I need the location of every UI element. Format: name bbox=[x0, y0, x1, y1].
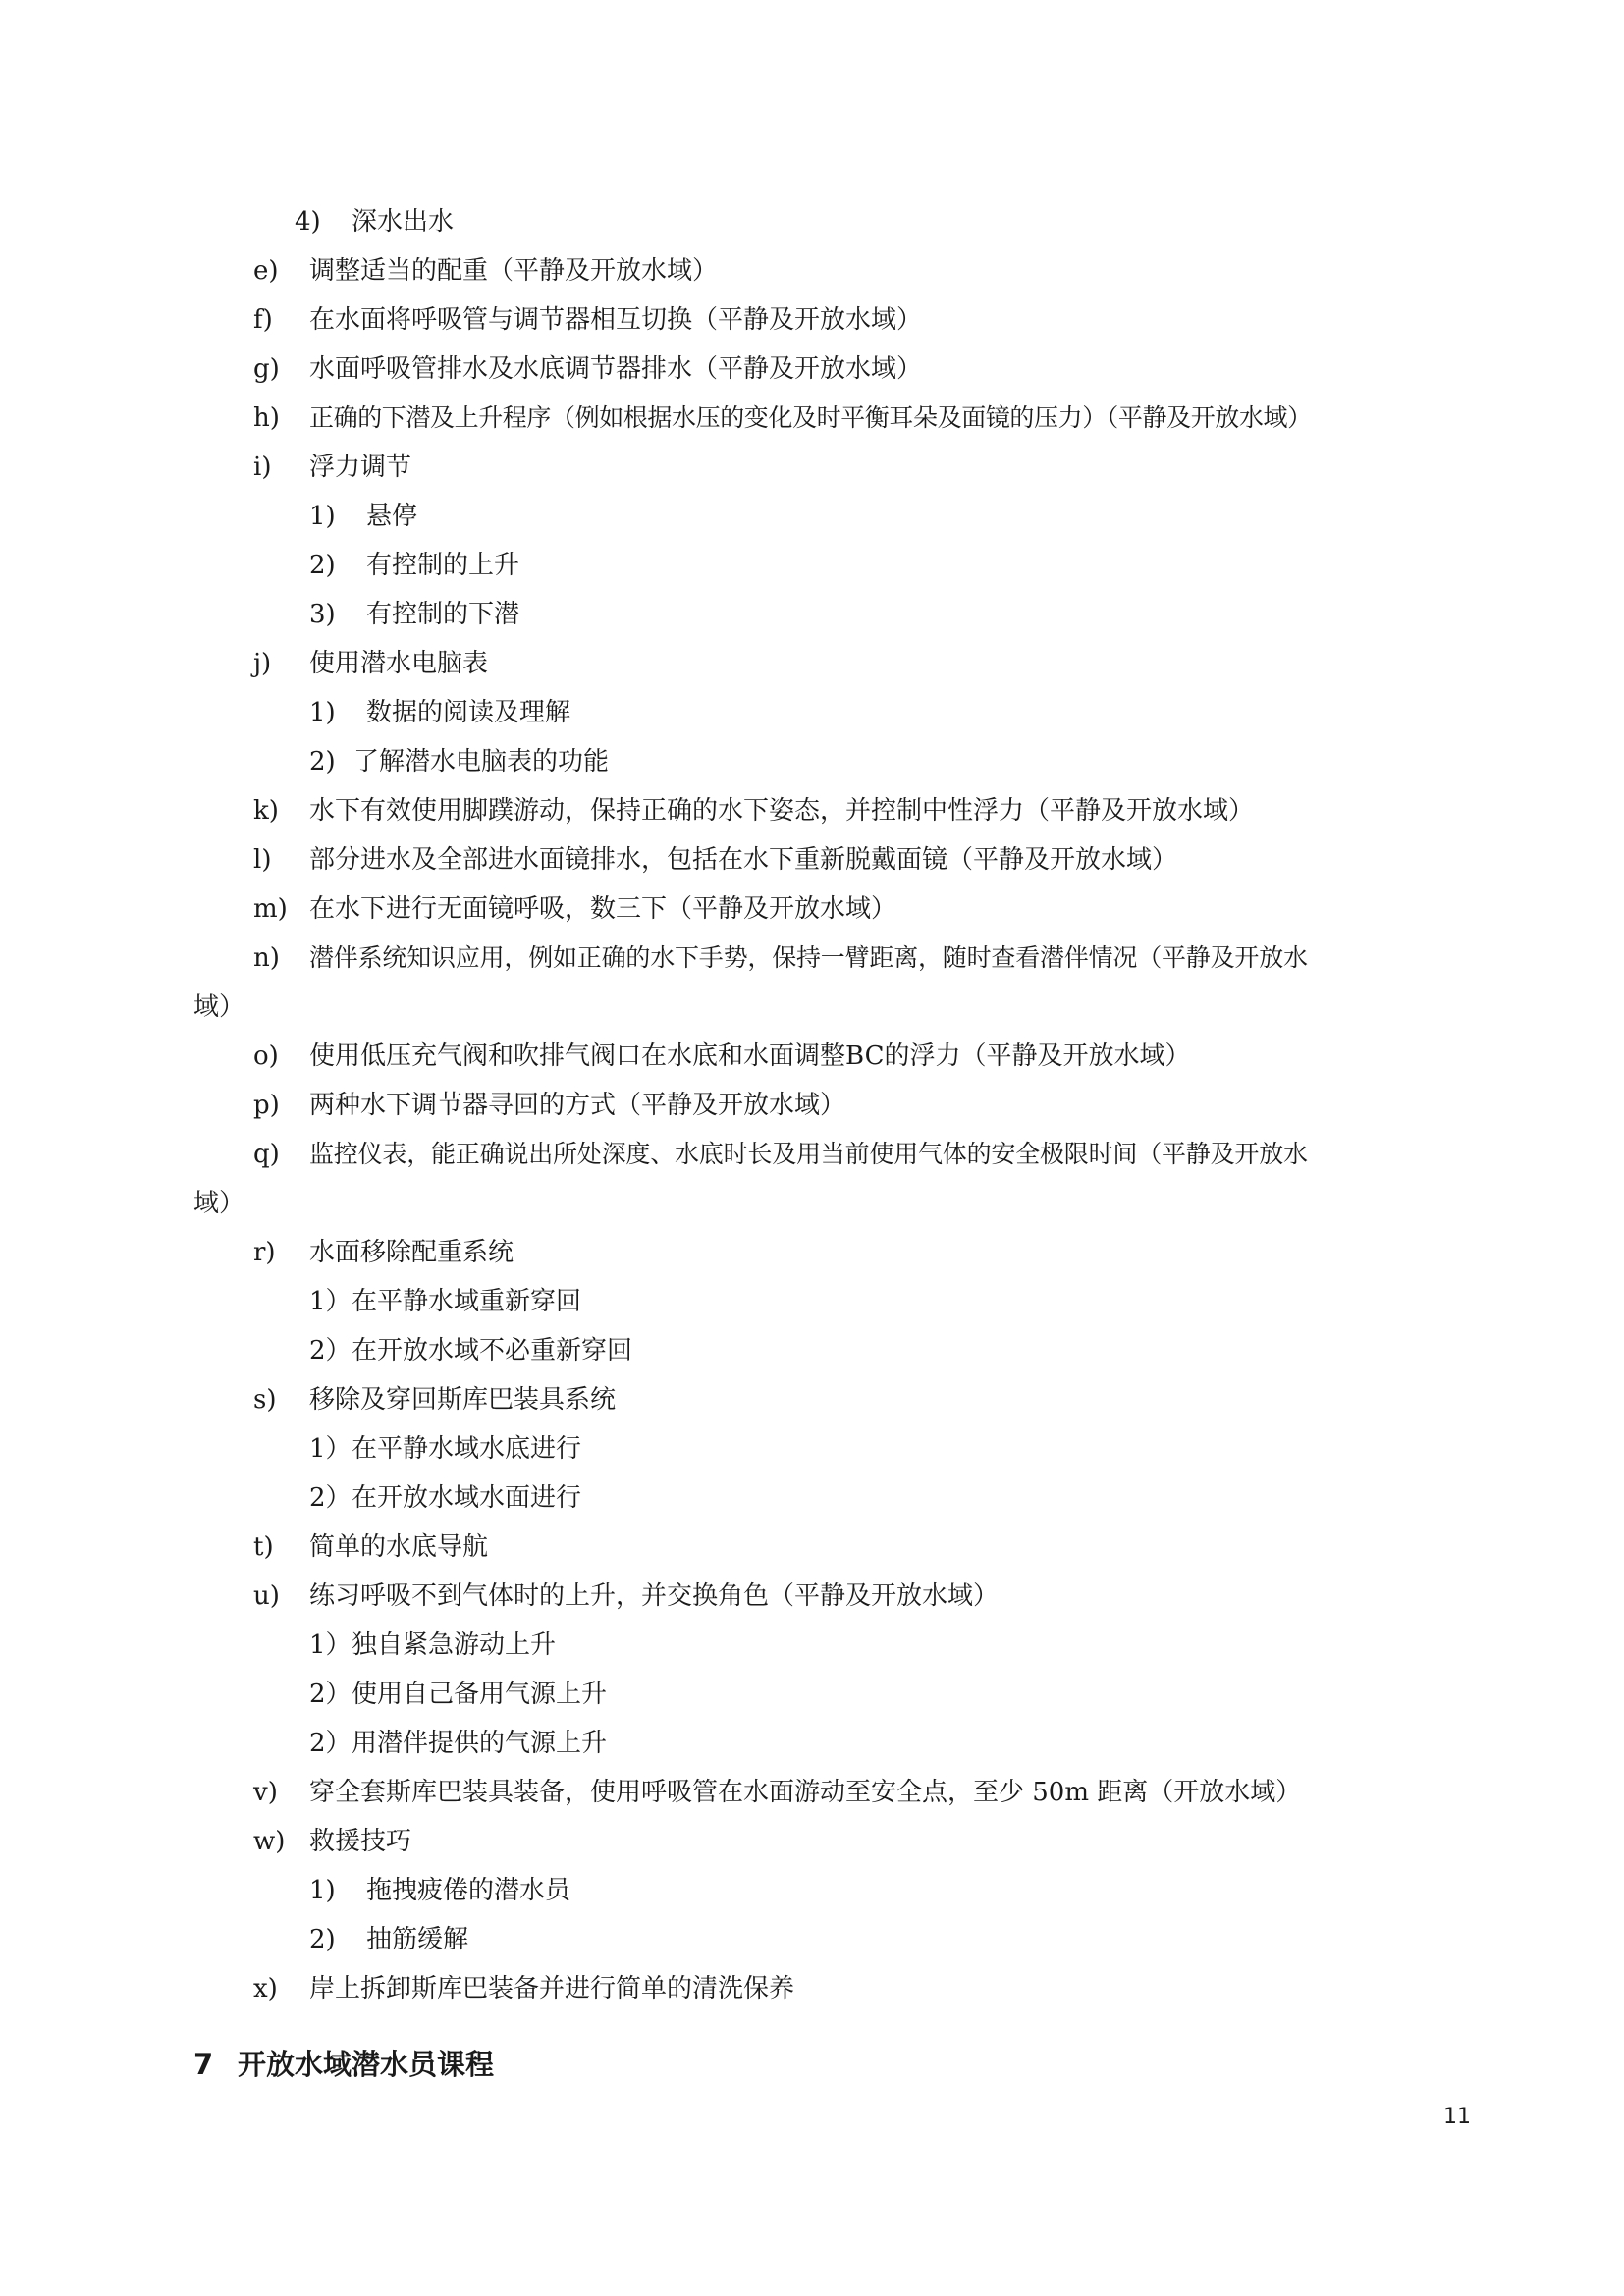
list-item bbox=[0, 1817, 1624, 1866]
list-item bbox=[0, 541, 1624, 590]
list-item bbox=[0, 1032, 1624, 1081]
list-label: 1） bbox=[309, 1630, 352, 1660]
list-text: 在平静水域水底进行 bbox=[352, 1434, 582, 1464]
list-item-continuation: 域） bbox=[193, 1189, 245, 1218]
list-item bbox=[0, 1375, 1624, 1424]
list-label: w) bbox=[253, 1827, 286, 1856]
list-text: 有控制的上升 bbox=[366, 551, 520, 580]
list-text: 使用自己备用气源上升 bbox=[352, 1680, 608, 1709]
list-label: 1) bbox=[309, 1876, 336, 1905]
list-label: j) bbox=[253, 649, 272, 678]
list-item bbox=[0, 1572, 1624, 1621]
list-item bbox=[0, 639, 1624, 688]
list-text: 监控仪表，能正确说出所处深度、水底时长及用当前使用气体的安全极限时间（平静及开放水 bbox=[309, 1140, 1308, 1168]
list-label: l) bbox=[253, 845, 272, 875]
section-number: 7 bbox=[193, 2048, 214, 2081]
list-item bbox=[0, 1228, 1624, 1277]
list-item bbox=[0, 492, 1624, 541]
list-item bbox=[0, 1081, 1624, 1130]
list-item bbox=[0, 197, 1624, 246]
list-text: 部分进水及全部进水面镜排水，包括在水下重新脱戴面镜（平静及开放水域） bbox=[309, 845, 1178, 875]
list-label: 2） bbox=[309, 1729, 352, 1758]
list-item bbox=[0, 1326, 1624, 1375]
list-label: 4) bbox=[295, 207, 321, 237]
list-label: n) bbox=[253, 943, 280, 973]
list-item bbox=[0, 884, 1624, 934]
list-item bbox=[0, 246, 1624, 295]
list-text: 深水出水 bbox=[352, 207, 455, 237]
list-label: f) bbox=[253, 305, 273, 335]
list-item bbox=[0, 1424, 1624, 1473]
list-text: 移除及穿回斯库巴装具系统 bbox=[309, 1385, 617, 1415]
list-label: i) bbox=[253, 453, 272, 482]
list-text: 在开放水域水面进行 bbox=[352, 1483, 582, 1513]
list-text: 在水面将呼吸管与调节器相互切换（平静及开放水域） bbox=[309, 305, 923, 335]
list-item bbox=[0, 1768, 1624, 1817]
list-item bbox=[0, 1964, 1624, 2013]
list-text: 独自紧急游动上升 bbox=[352, 1630, 557, 1660]
list-text: 岸上拆卸斯库巴装备并进行简单的清洗保养 bbox=[309, 1974, 795, 2003]
list-text: 潜伴系统知识应用，例如正确的水下手势，保持一臂距离，随时查看潜伴情况（平静及开放水 bbox=[309, 943, 1308, 972]
list-text: 抽筋缓解 bbox=[366, 1925, 469, 1954]
list-text: 在水下进行无面镜呼吸，数三下（平静及开放水域） bbox=[309, 894, 897, 924]
list-text: 穿全套斯库巴装具装备，使用呼吸管在水面游动至安全点，至少 50m 距离（开放水域） bbox=[309, 1778, 1302, 1807]
list-label: r) bbox=[253, 1238, 276, 1267]
list-label: 2) bbox=[309, 551, 336, 580]
list-item bbox=[0, 345, 1624, 394]
list-item bbox=[0, 1277, 1624, 1326]
list-text: 简单的水底导航 bbox=[309, 1532, 489, 1562]
list-text: 在平静水域重新穿回 bbox=[352, 1287, 582, 1316]
list-label: 2） bbox=[309, 1680, 352, 1709]
list-text: 使用低压充气阀和吹排气阀口在水底和水面调整BC的浮力（平静及开放水域） bbox=[309, 1041, 1191, 1071]
list-item bbox=[0, 443, 1624, 492]
list-text: 练习呼吸不到气体时的上升，并交换角色（平静及开放水域） bbox=[309, 1581, 1000, 1611]
list-item bbox=[0, 295, 1624, 345]
list-text: 正确的下潜及上升程序（例如根据水压的变化及时平衡耳朵及面镜的压力）（平静及开放水域） bbox=[309, 403, 1312, 432]
list-label: e) bbox=[253, 256, 279, 286]
list-text: 用潜伴提供的气源上升 bbox=[352, 1729, 608, 1758]
list-item bbox=[0, 394, 1624, 443]
list-label: 2) bbox=[309, 747, 336, 776]
list-label: 1) bbox=[309, 502, 336, 531]
list-text: 在开放水域不必重新穿回 bbox=[352, 1336, 633, 1365]
list-text: 拖拽疲倦的潜水员 bbox=[366, 1876, 571, 1905]
list-label: 2） bbox=[309, 1483, 352, 1513]
list-text: 救援技巧 bbox=[309, 1827, 412, 1856]
list-item bbox=[0, 934, 1624, 983]
list-item bbox=[0, 1621, 1624, 1670]
list-text: 了解潜水电脑表的功能 bbox=[353, 747, 610, 776]
list-label: g) bbox=[253, 354, 280, 384]
list-label: 1） bbox=[309, 1434, 352, 1464]
list-label: o) bbox=[253, 1041, 279, 1071]
list-text: 水面呼吸管排水及水底调节器排水（平静及开放水域） bbox=[309, 354, 923, 384]
list-item bbox=[0, 1719, 1624, 1768]
list-item bbox=[0, 1915, 1624, 1964]
list-item bbox=[0, 1522, 1624, 1572]
list-text: 水面移除配重系统 bbox=[309, 1238, 514, 1267]
page-number: 11 bbox=[1443, 2105, 1471, 2129]
list-item bbox=[0, 688, 1624, 737]
list-label: h) bbox=[253, 403, 280, 433]
list-label: 2） bbox=[309, 1336, 352, 1365]
list-label: p) bbox=[253, 1091, 280, 1120]
list-item bbox=[0, 1670, 1624, 1719]
list-label: u) bbox=[253, 1581, 280, 1611]
section-title: 开放水域潜水员课程 bbox=[238, 2048, 495, 2081]
list-item bbox=[0, 1473, 1624, 1522]
list-text: 使用潜水电脑表 bbox=[309, 649, 489, 678]
list-item-continuation: 域） bbox=[193, 992, 245, 1022]
list-text: 调整适当的配重（平静及开放水域） bbox=[309, 256, 719, 286]
list-text: 水下有效使用脚蹼游动，保持正确的水下姿态，并控制中性浮力（平静及开放水域） bbox=[309, 796, 1255, 826]
list-text: 悬停 bbox=[366, 502, 418, 531]
list-label: s) bbox=[253, 1385, 277, 1415]
list-text: 有控制的下潜 bbox=[366, 600, 520, 629]
list-label: x) bbox=[253, 1974, 278, 2003]
list-label: v) bbox=[253, 1778, 278, 1807]
list-label: 2) bbox=[309, 1925, 336, 1954]
list-label: 1) bbox=[309, 698, 336, 727]
list-text: 两种水下调节器寻回的方式（平静及开放水域） bbox=[309, 1091, 846, 1120]
list-text: 数据的阅读及理解 bbox=[366, 698, 571, 727]
list-label: t) bbox=[253, 1532, 274, 1562]
list-item bbox=[0, 590, 1624, 639]
list-item bbox=[0, 1130, 1624, 1179]
list-label: 1） bbox=[309, 1287, 352, 1316]
list-item bbox=[0, 835, 1624, 884]
list-label: m) bbox=[253, 894, 288, 924]
list-label: k) bbox=[253, 796, 279, 826]
list-item bbox=[0, 786, 1624, 835]
list-item bbox=[0, 737, 1624, 786]
list-text: 浮力调节 bbox=[309, 453, 412, 482]
list-label: q) bbox=[253, 1140, 280, 1169]
list-item bbox=[0, 1866, 1624, 1915]
list-label: 3) bbox=[309, 600, 336, 629]
